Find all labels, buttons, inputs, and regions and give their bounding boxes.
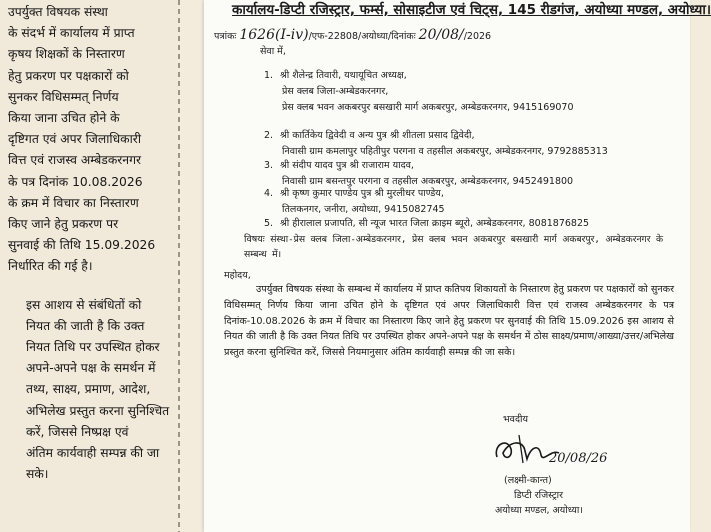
handwritten-ref-date: 20/08/ (418, 27, 464, 43)
newspaper-line: सुनकर विधिसम्मत् निर्णय (8, 89, 119, 104)
newspaper-line: निर्धारित की गई है। (8, 259, 93, 274)
recipient-line: श्री शैलेन्द्र तिवारी, यथायूचित अध्यक्ष, (280, 70, 407, 81)
newspaper-line: तथ्य, साक्ष्य, प्रमाण, आदेश, (26, 382, 151, 397)
salutation: महोदय, (224, 270, 251, 281)
letter-body (224, 282, 674, 361)
newspaper-line: दृष्टिगत एवं अपर जिलाधिकारी (8, 132, 142, 147)
signatory-name: (लक्ष्मी-कान्त) (504, 475, 552, 486)
recipient-number: 1. (264, 70, 274, 81)
newspaper-line: कृषय शिक्षकों के निस्तारण (8, 47, 125, 62)
recipient-line: प्रेस क्लब भवन अकबरपुर बसखारी मार्ग अकबरपुर, अम्बेडकरनगर, 9415169070 (282, 102, 574, 113)
recipient-line: श्री कृष्ण कुमार पाण्डेय पुत्र श्री मुरलीधर पाण्डेय, (280, 188, 444, 199)
newspaper-line: अपने-अपने पक्ष के समर्थन में (26, 361, 156, 376)
newspaper-line: किया जाना उचित होने के (8, 111, 120, 126)
newspaper-line: नियत तिथि पर उपस्थित होकर (26, 340, 160, 355)
newspaper-column (0, 0, 178, 532)
recipient-item (264, 216, 589, 232)
newspaper-line: नियत की जाती है कि उक्त (26, 318, 145, 333)
newspaper-line: सुनवाई की तिथि 15.09.2026 (8, 238, 156, 253)
ref-prefix: पत्रांकः (214, 31, 237, 42)
newspaper-text (8, 2, 178, 485)
body-paragraph: उपर्युक्त विषयक संस्था के सम्बन्ध में कार्यालय में प्राप्त कतिपय शिकायतों के निस्तारण हेतु प्रकरण पर पक्षकारों को सुनकर विधिसम्मत् निर्णय किया जाना उचित होने के दृष्टिगत एवं अपर जिलाधिकारी वित्त एवं राजस्व अम्बेडकरनगर के पत्र दिनांक-10.08.2026 के क्रम में विचार का निस्तारण किए जाने हेतु प्रकरण पर सुनवाई की तिथि 15.09.2026 इस आशय से नियत की जाती है कि उक्त नियत तिथि पर उपस्थित होकर अपने-अपने पक्ष के समर्थन में ठोस साक्ष्य/प्रमाण/आख्या/उत्तर/अभिलेख प्रस्तुत करना सुनिश्चित करें, जिससे नियमानुसार अंतिम कार्यवाही सम्पन्न की जा सके। (224, 284, 674, 359)
ref-year: /2026 (463, 31, 492, 42)
newspaper-line: के क्रम में विचार का निस्तारण (8, 195, 139, 210)
letter-header: कार्यालय-डिप्टी रजिस्ट्रार, फर्म्स, सोसाइटीज एवं चिट्स, 145 रीडगंज, अयोध्या मण्डल, अयोध्या। (232, 2, 711, 18)
newspaper-line: उपर्युक्त विषयक संस्था (8, 5, 108, 19)
recipient-line: प्रेस क्लब जिला-अम्बेडकरनगर, (282, 86, 389, 97)
signature-scribble-icon (489, 427, 609, 473)
ref-middle: /एफ-22808/अयोध्या/दिनांकः (308, 31, 416, 42)
addressed-to: सेवा में, (260, 46, 286, 57)
recipient-item (264, 128, 608, 160)
recipient-line: श्री हीरालाल प्रजापति, सी न्यूज भारत जिला क्राइम ब्यूरो, अम्बेडकरनगर, 8081876825 (280, 218, 590, 229)
handwritten-signature (489, 427, 689, 473)
official-letter (204, 0, 711, 532)
reference-line (214, 27, 491, 43)
recipient-item (264, 68, 574, 116)
closing: भवदीय (503, 414, 528, 425)
newspaper-line: किए जाने हेतु प्रकरण पर (8, 217, 119, 232)
signature-block (489, 412, 689, 518)
newspaper-line: करें, जिससे निष्प्रक्ष एवं (26, 424, 129, 439)
newspaper-line: अभिलेख प्रस्तुत करना सुनिश्चित (26, 403, 170, 418)
recipient-line: श्री कार्तिकेय द्विवेदी व अन्य पुत्र श्री शीतला प्रसाद द्विवेदी, (280, 130, 475, 141)
newspaper-line: अंतिम कार्यवाही सम्पन्न की जा (26, 446, 160, 461)
newspaper-line: के पत्र दिनांक 10.08.2026 (8, 174, 143, 189)
recipient-item (264, 186, 445, 218)
recipient-number: 3. (264, 160, 274, 171)
newspaper-line: हेतु प्रकरण पर पक्षकारों को (8, 68, 129, 83)
column-divider (178, 0, 180, 532)
recipient-line: तिलकनगर, जनीरा, अयोध्या, 9415082745 (282, 204, 445, 215)
recipient-line: निवासी ग्राम कमलापुर पहितीपुर परगना व तहसील अकबरपुर, अम्बेडकरनगर, 9792885313 (282, 146, 608, 157)
recipient-line: श्री संदीप यादव पुत्र श्री राजाराम यादव, (280, 160, 414, 171)
subject-text: संस्था-प्रेस क्लब जिला-अम्बेडकरनगर, प्रेस क्लब भवन अकबरपुर बसखारी मार्ग अकबरपुर, अम्बेडकरनगर के सम्बन्ध में। (244, 234, 664, 260)
newspaper-line: वित्त एवं राजस्व अम्बेडकरनगर (8, 153, 142, 168)
newspaper-line: सके। (26, 467, 49, 482)
subject-line (244, 233, 680, 262)
recipient-number: 2. (264, 130, 274, 141)
newspaper-paragraph-2 (8, 295, 178, 486)
newspaper-paragraph-1 (8, 2, 178, 278)
recipient-number: 4. (264, 188, 274, 199)
newspaper-line: के संदर्भ में कार्यालय में प्राप्त (8, 26, 135, 41)
handwritten-sign-date: 20/08/26 (549, 451, 608, 466)
recipient-number: 5. (264, 218, 274, 229)
subject-label: विषयः (244, 234, 265, 245)
newspaper-line: इस आशय से संबंधितों को (26, 297, 142, 312)
signatory-office: अयोध्या मण्डल, अयोध्या। (495, 505, 583, 516)
signatory-designation: डिप्टी रजिस्ट्रार (514, 490, 564, 501)
recipient-line: निवासी ग्राम बसन्तपुर परगना व तहसील अकबरपुर, अम्बेडकरनगर, 9452491800 (282, 176, 574, 187)
handwritten-ref-number: 1626(I-iv) (239, 27, 309, 43)
